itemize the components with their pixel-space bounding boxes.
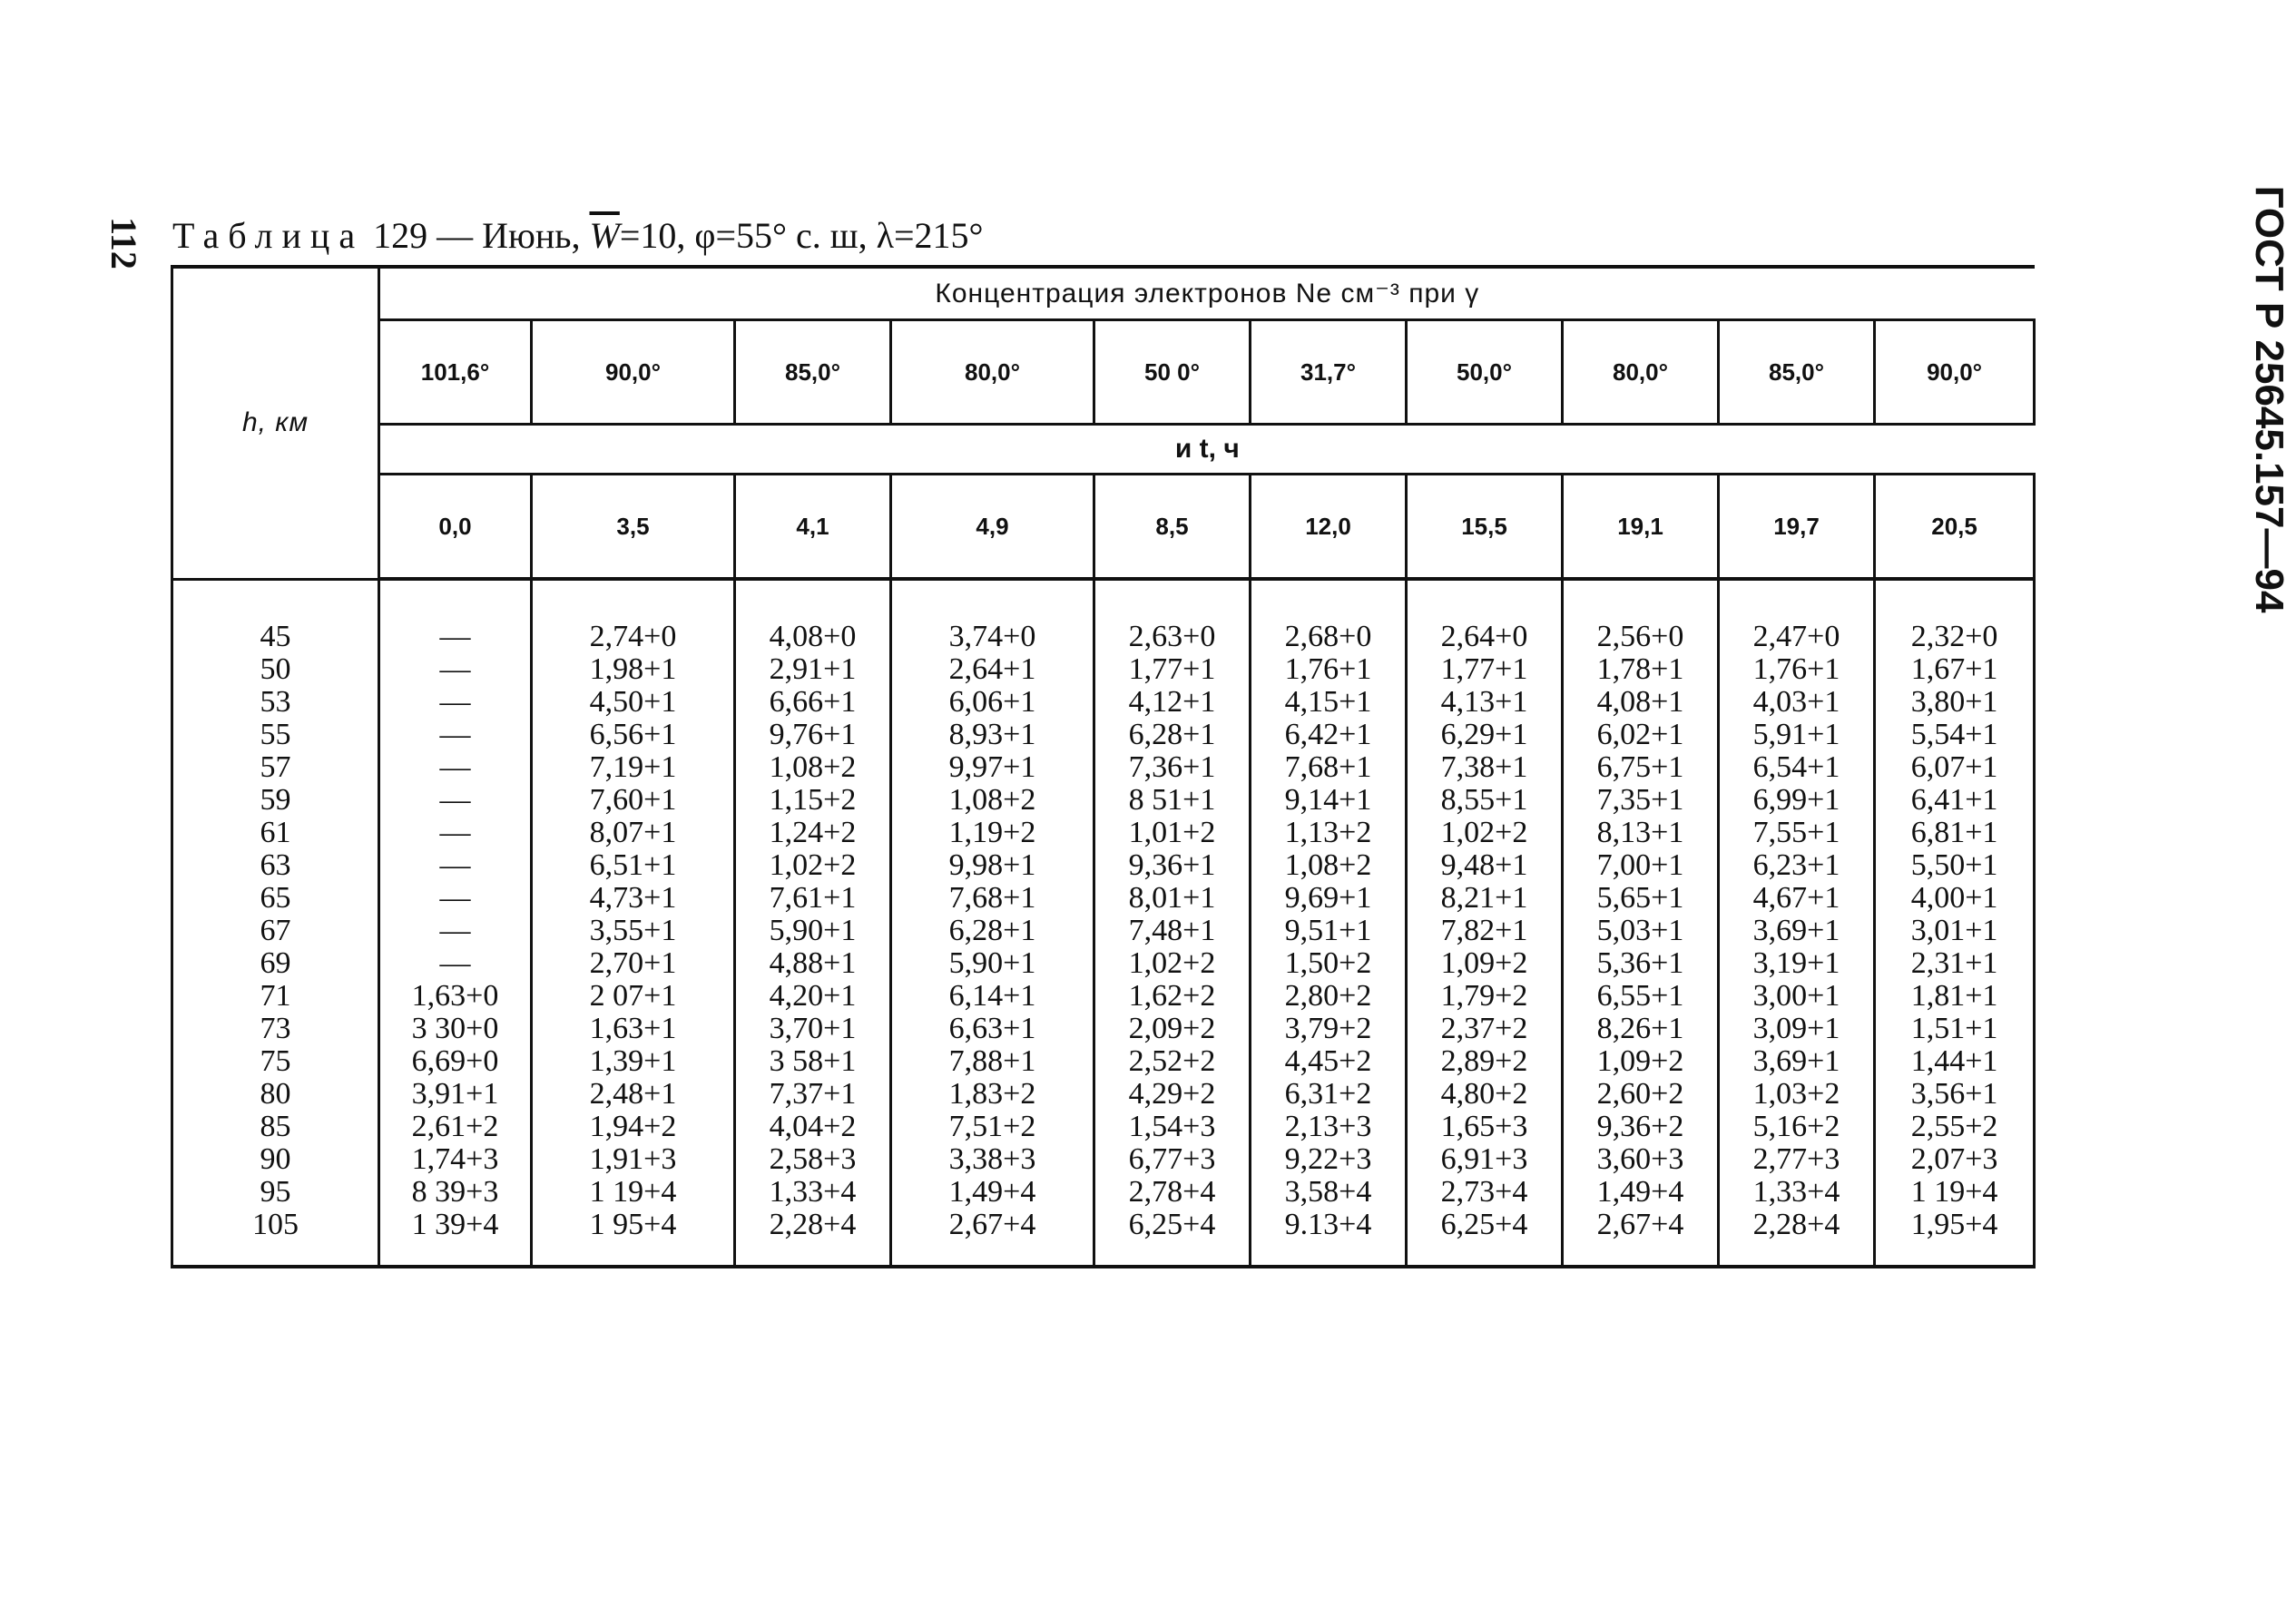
table-cell: 6,55+1 — [1596, 979, 1684, 1013]
table-cell: 6,06+1 — [948, 685, 1036, 719]
table-cell: 9,22+3 — [1284, 1142, 1372, 1176]
height-value: 59 — [260, 782, 291, 817]
table-cell: 3,69+1 — [1752, 914, 1840, 947]
height-value: 73 — [260, 1011, 291, 1045]
time-value: 3,5 — [532, 475, 735, 580]
table-cell: 3,60+3 — [1596, 1142, 1684, 1176]
table-cell: 7,48+1 — [1128, 914, 1216, 947]
table-cell: — — [439, 783, 471, 817]
table-cell: 1,54+3 — [1128, 1110, 1216, 1143]
table-cell: 3,69+1 — [1752, 1044, 1840, 1078]
time-value: 12,0 — [1251, 475, 1407, 580]
values-column — [1407, 579, 1563, 1267]
table-cell: 1,03+2 — [1752, 1077, 1840, 1111]
gamma-value: 50,0° — [1407, 320, 1563, 425]
gamma-value: 80,0° — [891, 320, 1094, 425]
table-cell: — — [439, 816, 471, 849]
table-cell: 6,99+1 — [1752, 783, 1840, 817]
table-cell: 4,67+1 — [1752, 881, 1840, 915]
height-value: 65 — [260, 880, 291, 915]
table-cell: 1,08+2 — [948, 783, 1036, 817]
gamma-value: 50 0° — [1094, 320, 1251, 425]
table-cell: 3 58+1 — [769, 1044, 857, 1078]
table-cell: 2,09+2 — [1128, 1012, 1216, 1045]
time-value: 19,7 — [1719, 475, 1875, 580]
height-value: 69 — [260, 945, 291, 980]
table-cell: 5,54+1 — [1910, 718, 1998, 751]
table-cell: 8,26+1 — [1596, 1012, 1684, 1045]
time-value: 8,5 — [1094, 475, 1251, 580]
time-value: 4,9 — [891, 475, 1094, 580]
values-column — [735, 579, 891, 1267]
gamma-value: 85,0° — [1719, 320, 1875, 425]
table-cell: 3,80+1 — [1910, 685, 1998, 719]
table-cell: 1,83+2 — [948, 1077, 1036, 1111]
table-cell: 2,73+4 — [1440, 1175, 1528, 1209]
table-cell: 1,19+2 — [948, 816, 1036, 849]
electron-concentration-table — [171, 265, 2036, 1268]
table-cell: 9,14+1 — [1284, 783, 1372, 817]
table-cell: 9,36+2 — [1596, 1110, 1684, 1143]
table-cell: — — [439, 718, 471, 751]
table-cell: 2,80+2 — [1284, 979, 1372, 1013]
height-value: 85 — [260, 1109, 291, 1143]
height-value: 50 — [260, 651, 291, 686]
height-value: 53 — [260, 684, 291, 719]
table-cell: 9,97+1 — [948, 750, 1036, 784]
values-column — [1251, 579, 1407, 1267]
table-cell: 4,73+1 — [589, 881, 677, 915]
table-cell: 6,91+3 — [1440, 1142, 1528, 1176]
height-value: 80 — [260, 1076, 291, 1111]
table-cell: — — [439, 750, 471, 784]
table-cell: 4,00+1 — [1910, 881, 1998, 915]
table-cell: 8 51+1 — [1128, 783, 1216, 817]
table-cell: 1,95+4 — [1910, 1208, 1998, 1241]
caption-label: Таблица — [172, 215, 365, 256]
values-column — [1094, 579, 1251, 1267]
standard-code: ГОСТ Р 25645.157—94 — [2247, 185, 2291, 613]
table-cell: 4,04+2 — [769, 1110, 857, 1143]
table-cell: 5,03+1 — [1596, 914, 1684, 947]
table-cell: 6,41+1 — [1910, 783, 1998, 817]
caption-w-symbol: $\overline{W}$ — [589, 215, 620, 256]
table-cell: 7,68+1 — [948, 881, 1036, 915]
table-cell: 2,61+2 — [411, 1110, 499, 1143]
table-cell: 1,33+4 — [1752, 1175, 1840, 1209]
table-cell: 2,28+4 — [1752, 1208, 1840, 1241]
table-cell: 5,90+1 — [948, 946, 1036, 980]
table-cell: 2,67+4 — [948, 1208, 1036, 1241]
heights-column — [172, 579, 379, 1267]
table-cell: 5,16+2 — [1752, 1110, 1840, 1143]
gamma-value: 80,0° — [1563, 320, 1719, 425]
table-cell: 6,25+4 — [1128, 1208, 1216, 1241]
table-cell: 4,08+1 — [1596, 685, 1684, 719]
table-cell: 1,08+2 — [1284, 848, 1372, 882]
height-value: 61 — [260, 815, 291, 849]
table-cell: 6,28+1 — [1128, 718, 1216, 751]
height-value: 105 — [252, 1207, 299, 1241]
table-cell: 3,09+1 — [1752, 1012, 1840, 1045]
table-cell: 1,94+2 — [589, 1110, 677, 1143]
table-cell: 2,56+0 — [1596, 620, 1684, 653]
table-caption — [172, 214, 984, 257]
time-value: 15,5 — [1407, 475, 1563, 580]
table-cell: 6,42+1 — [1284, 718, 1372, 751]
table-cell: 3,55+1 — [589, 914, 677, 947]
table-cell: 2,77+3 — [1752, 1142, 1840, 1176]
table-cell: 7,00+1 — [1596, 848, 1684, 882]
table-cell: 6,54+1 — [1752, 750, 1840, 784]
table-cell: 1,13+2 — [1284, 816, 1372, 849]
table-cell: 3,38+3 — [948, 1142, 1036, 1176]
table-cell: 9,76+1 — [769, 718, 857, 751]
table-cell: 1,08+2 — [769, 750, 857, 784]
table-cell: 6,31+2 — [1284, 1077, 1372, 1111]
table-cell: 1,98+1 — [589, 652, 677, 686]
table-cell: 9,51+1 — [1284, 914, 1372, 947]
time-header: и t, ч — [379, 425, 2035, 475]
height-value: 67 — [260, 913, 291, 947]
values-column — [379, 579, 532, 1267]
table-cell: 4,80+2 — [1440, 1077, 1528, 1111]
table-cell: 3,70+1 — [769, 1012, 857, 1045]
table-cell: 7,35+1 — [1596, 783, 1684, 817]
table-cell: 7,82+1 — [1440, 914, 1528, 947]
page-number: 112 — [103, 217, 145, 269]
height-value: 90 — [260, 1141, 291, 1176]
table-cell: 1,51+1 — [1910, 1012, 1998, 1045]
table-cell: 8,13+1 — [1596, 816, 1684, 849]
table-cell: 4,50+1 — [589, 685, 677, 719]
table-cell: 7,37+1 — [769, 1077, 857, 1111]
values-column — [532, 579, 735, 1267]
table-cell: 4,12+1 — [1128, 685, 1216, 719]
table-cell: 1,02+2 — [1440, 816, 1528, 849]
table-cell: 1,81+1 — [1910, 979, 1998, 1013]
table-cell: 2,55+2 — [1910, 1110, 1998, 1143]
table-cell: 2,67+4 — [1596, 1208, 1684, 1241]
table-cell: 6,14+1 — [948, 979, 1036, 1013]
gamma-row — [172, 320, 2035, 425]
table-cell: 1,77+1 — [1440, 652, 1528, 686]
table-cell: 1,76+1 — [1284, 652, 1372, 686]
table-cell: 9,98+1 — [948, 848, 1036, 882]
table-cell: 2,60+2 — [1596, 1077, 1684, 1111]
table-cell: 6,23+1 — [1752, 848, 1840, 882]
table-cell: 6,25+4 — [1440, 1208, 1528, 1241]
caption-params: =10, φ=55° с. ш, λ=215° — [619, 215, 984, 256]
table-cell: 1,50+2 — [1284, 946, 1372, 980]
table-cell: 1,02+2 — [1128, 946, 1216, 980]
table-cell: 1,24+2 — [769, 816, 857, 849]
time-value: 20,5 — [1875, 475, 2035, 580]
table-cell: 6,63+1 — [948, 1012, 1036, 1045]
table-cell: 2,13+3 — [1284, 1110, 1372, 1143]
table-cell: 8,07+1 — [589, 816, 677, 849]
table-cell: 5,91+1 — [1752, 718, 1840, 751]
table-cell: 2,31+1 — [1910, 946, 1998, 980]
table-cell: 4,45+2 — [1284, 1044, 1372, 1078]
table-cell: 4,29+2 — [1128, 1077, 1216, 1111]
table-cell: 9,48+1 — [1440, 848, 1528, 882]
height-value: 45 — [260, 619, 291, 653]
table-cell: 3,58+4 — [1284, 1175, 1372, 1209]
table-cell: 6,28+1 — [948, 914, 1036, 947]
table-body-row — [172, 579, 2035, 1267]
table-cell: 1,76+1 — [1752, 652, 1840, 686]
table-cell: 1,09+2 — [1440, 946, 1528, 980]
height-value: 57 — [260, 749, 291, 784]
values-column — [1563, 579, 1719, 1267]
table-cell: 3,91+1 — [411, 1077, 499, 1111]
table-cell: — — [439, 685, 471, 719]
table-cell: 2,07+3 — [1910, 1142, 1998, 1176]
table-cell: 2,91+1 — [769, 652, 857, 686]
table-cell: 4,88+1 — [769, 946, 857, 980]
table-cell: 8,21+1 — [1440, 881, 1528, 915]
table-cell: 7,55+1 — [1752, 816, 1840, 849]
table-cell: 1,78+1 — [1596, 652, 1684, 686]
table-cell: 1,39+1 — [589, 1044, 677, 1078]
table-cell: 2,32+0 — [1910, 620, 1998, 653]
caption-dash: — — [437, 215, 474, 256]
table-cell: 6,29+1 — [1440, 718, 1528, 751]
table-cell: 3,79+2 — [1284, 1012, 1372, 1045]
table-cell: 1,49+4 — [1596, 1175, 1684, 1209]
table-cell: 1,65+3 — [1440, 1110, 1528, 1143]
height-value: 71 — [260, 978, 291, 1013]
table-cell: 7,88+1 — [948, 1044, 1036, 1078]
table-cell: 7,68+1 — [1284, 750, 1372, 784]
table-cell: 1,63+0 — [411, 979, 499, 1013]
table-cell: 8,01+1 — [1128, 881, 1216, 915]
table-cell: 2,58+3 — [769, 1142, 857, 1176]
table-cell: 3,19+1 — [1752, 946, 1840, 980]
table-cell: — — [439, 914, 471, 947]
table-cell: 3,74+0 — [948, 620, 1036, 653]
table-cell: 7,36+1 — [1128, 750, 1216, 784]
table-cell: 2,64+1 — [948, 652, 1036, 686]
table-cell: 8 39+3 — [411, 1175, 499, 1209]
time-value: 0,0 — [379, 475, 532, 580]
table-cell: 1,33+4 — [769, 1175, 857, 1209]
table-cell: 6,66+1 — [769, 685, 857, 719]
table-cell: 6,07+1 — [1910, 750, 1998, 784]
table-cell: — — [439, 652, 471, 686]
table-cell: 6,81+1 — [1910, 816, 1998, 849]
table-cell: 6,02+1 — [1596, 718, 1684, 751]
table-cell: 4,13+1 — [1440, 685, 1528, 719]
table-cell: 2,48+1 — [589, 1077, 677, 1111]
height-value: 75 — [260, 1043, 291, 1078]
height-value: 55 — [260, 717, 291, 751]
table-cell: 3,01+1 — [1910, 914, 1998, 947]
table-cell: 6,69+0 — [411, 1044, 499, 1078]
height-column-header: h, км — [172, 267, 379, 579]
table-cell: 1,63+1 — [589, 1012, 677, 1045]
table-cell: 2,74+0 — [589, 620, 677, 653]
table-cell: 2,70+1 — [589, 946, 677, 980]
table-cell: 9.13+4 — [1284, 1208, 1372, 1241]
table-cell: 7,51+2 — [948, 1110, 1036, 1143]
table-cell: 1,02+2 — [769, 848, 857, 882]
table-cell: 6,75+1 — [1596, 750, 1684, 784]
table-cell: 7,60+1 — [589, 783, 677, 817]
table-cell: 1,15+2 — [769, 783, 857, 817]
table-cell: 2,89+2 — [1440, 1044, 1528, 1078]
table-cell: 6,56+1 — [589, 718, 677, 751]
height-value: 63 — [260, 847, 291, 882]
table-cell: 4,15+1 — [1284, 685, 1372, 719]
table-cell: 6,77+3 — [1128, 1142, 1216, 1176]
table-cell: 1,09+2 — [1596, 1044, 1684, 1078]
table-cell: 2,37+2 — [1440, 1012, 1528, 1045]
values-column — [1875, 579, 2035, 1267]
table-cell: 3,00+1 — [1752, 979, 1840, 1013]
table-cell: 4,20+1 — [769, 979, 857, 1013]
table-cell: 2,68+0 — [1284, 620, 1372, 653]
gamma-value: 31,7° — [1251, 320, 1407, 425]
table-cell: 8,93+1 — [948, 718, 1036, 751]
table-cell: 7,61+1 — [769, 881, 857, 915]
table-cell: 1 19+4 — [589, 1175, 677, 1209]
table-cell: 1,77+1 — [1128, 652, 1216, 686]
gamma-value: 90,0° — [1875, 320, 2035, 425]
table-cell: 1,79+2 — [1440, 979, 1528, 1013]
values-column — [891, 579, 1094, 1267]
table-cell: 2,63+0 — [1128, 620, 1216, 653]
gamma-value: 101,6° — [379, 320, 532, 425]
table-cell: 1,91+3 — [589, 1142, 677, 1176]
table-cell: 1 95+4 — [589, 1208, 677, 1241]
table-cell: 2,28+4 — [769, 1208, 857, 1241]
table-cell: — — [439, 946, 471, 980]
table-cell: 5,50+1 — [1910, 848, 1998, 882]
gamma-value: 85,0° — [735, 320, 891, 425]
table-cell: 9,36+1 — [1128, 848, 1216, 882]
table-cell: 2 07+1 — [589, 979, 677, 1013]
table-cell: 4,08+0 — [769, 620, 857, 653]
table-cell: 2,78+4 — [1128, 1175, 1216, 1209]
table-cell: 2,64+0 — [1440, 620, 1528, 653]
concentration-header: Концентрация электронов Nе см⁻³ при γ — [379, 267, 2035, 320]
time-value: 19,1 — [1563, 475, 1719, 580]
table-cell: 5,90+1 — [769, 914, 857, 947]
time-value: 4,1 — [735, 475, 891, 580]
table-cell: 1 39+4 — [411, 1208, 499, 1241]
table-cell: — — [439, 620, 471, 653]
table-cell: 3 30+0 — [411, 1012, 499, 1045]
gamma-value: 90,0° — [532, 320, 735, 425]
table-cell: 1,62+2 — [1128, 979, 1216, 1013]
table-cell: 1,44+1 — [1910, 1044, 1998, 1078]
values-column — [1719, 579, 1875, 1267]
table-cell: 1,67+1 — [1910, 652, 1998, 686]
height-value: 95 — [260, 1174, 291, 1209]
table-cell: — — [439, 881, 471, 915]
table-cell: 3,56+1 — [1910, 1077, 1998, 1111]
table-cell: — — [439, 848, 471, 882]
caption-number: 129 — [373, 215, 428, 256]
table-cell: 2,47+0 — [1752, 620, 1840, 653]
table-cell: 8,55+1 — [1440, 783, 1528, 817]
table-cell: 1 19+4 — [1910, 1175, 1998, 1209]
table-cell: 7,19+1 — [589, 750, 677, 784]
table-cell: 4,03+1 — [1752, 685, 1840, 719]
caption-month: Июнь, — [482, 215, 581, 256]
table-cell: 6,51+1 — [589, 848, 677, 882]
table-cell: 2,52+2 — [1128, 1044, 1216, 1078]
table-cell: 7,38+1 — [1440, 750, 1528, 784]
table-cell: 1,49+4 — [948, 1175, 1036, 1209]
table-cell: 5,65+1 — [1596, 881, 1684, 915]
time-row — [172, 475, 2035, 580]
table-cell: 5,36+1 — [1596, 946, 1684, 980]
table-cell: 1,01+2 — [1128, 816, 1216, 849]
table-cell: 1,74+3 — [411, 1142, 499, 1176]
table-cell: 9,69+1 — [1284, 881, 1372, 915]
